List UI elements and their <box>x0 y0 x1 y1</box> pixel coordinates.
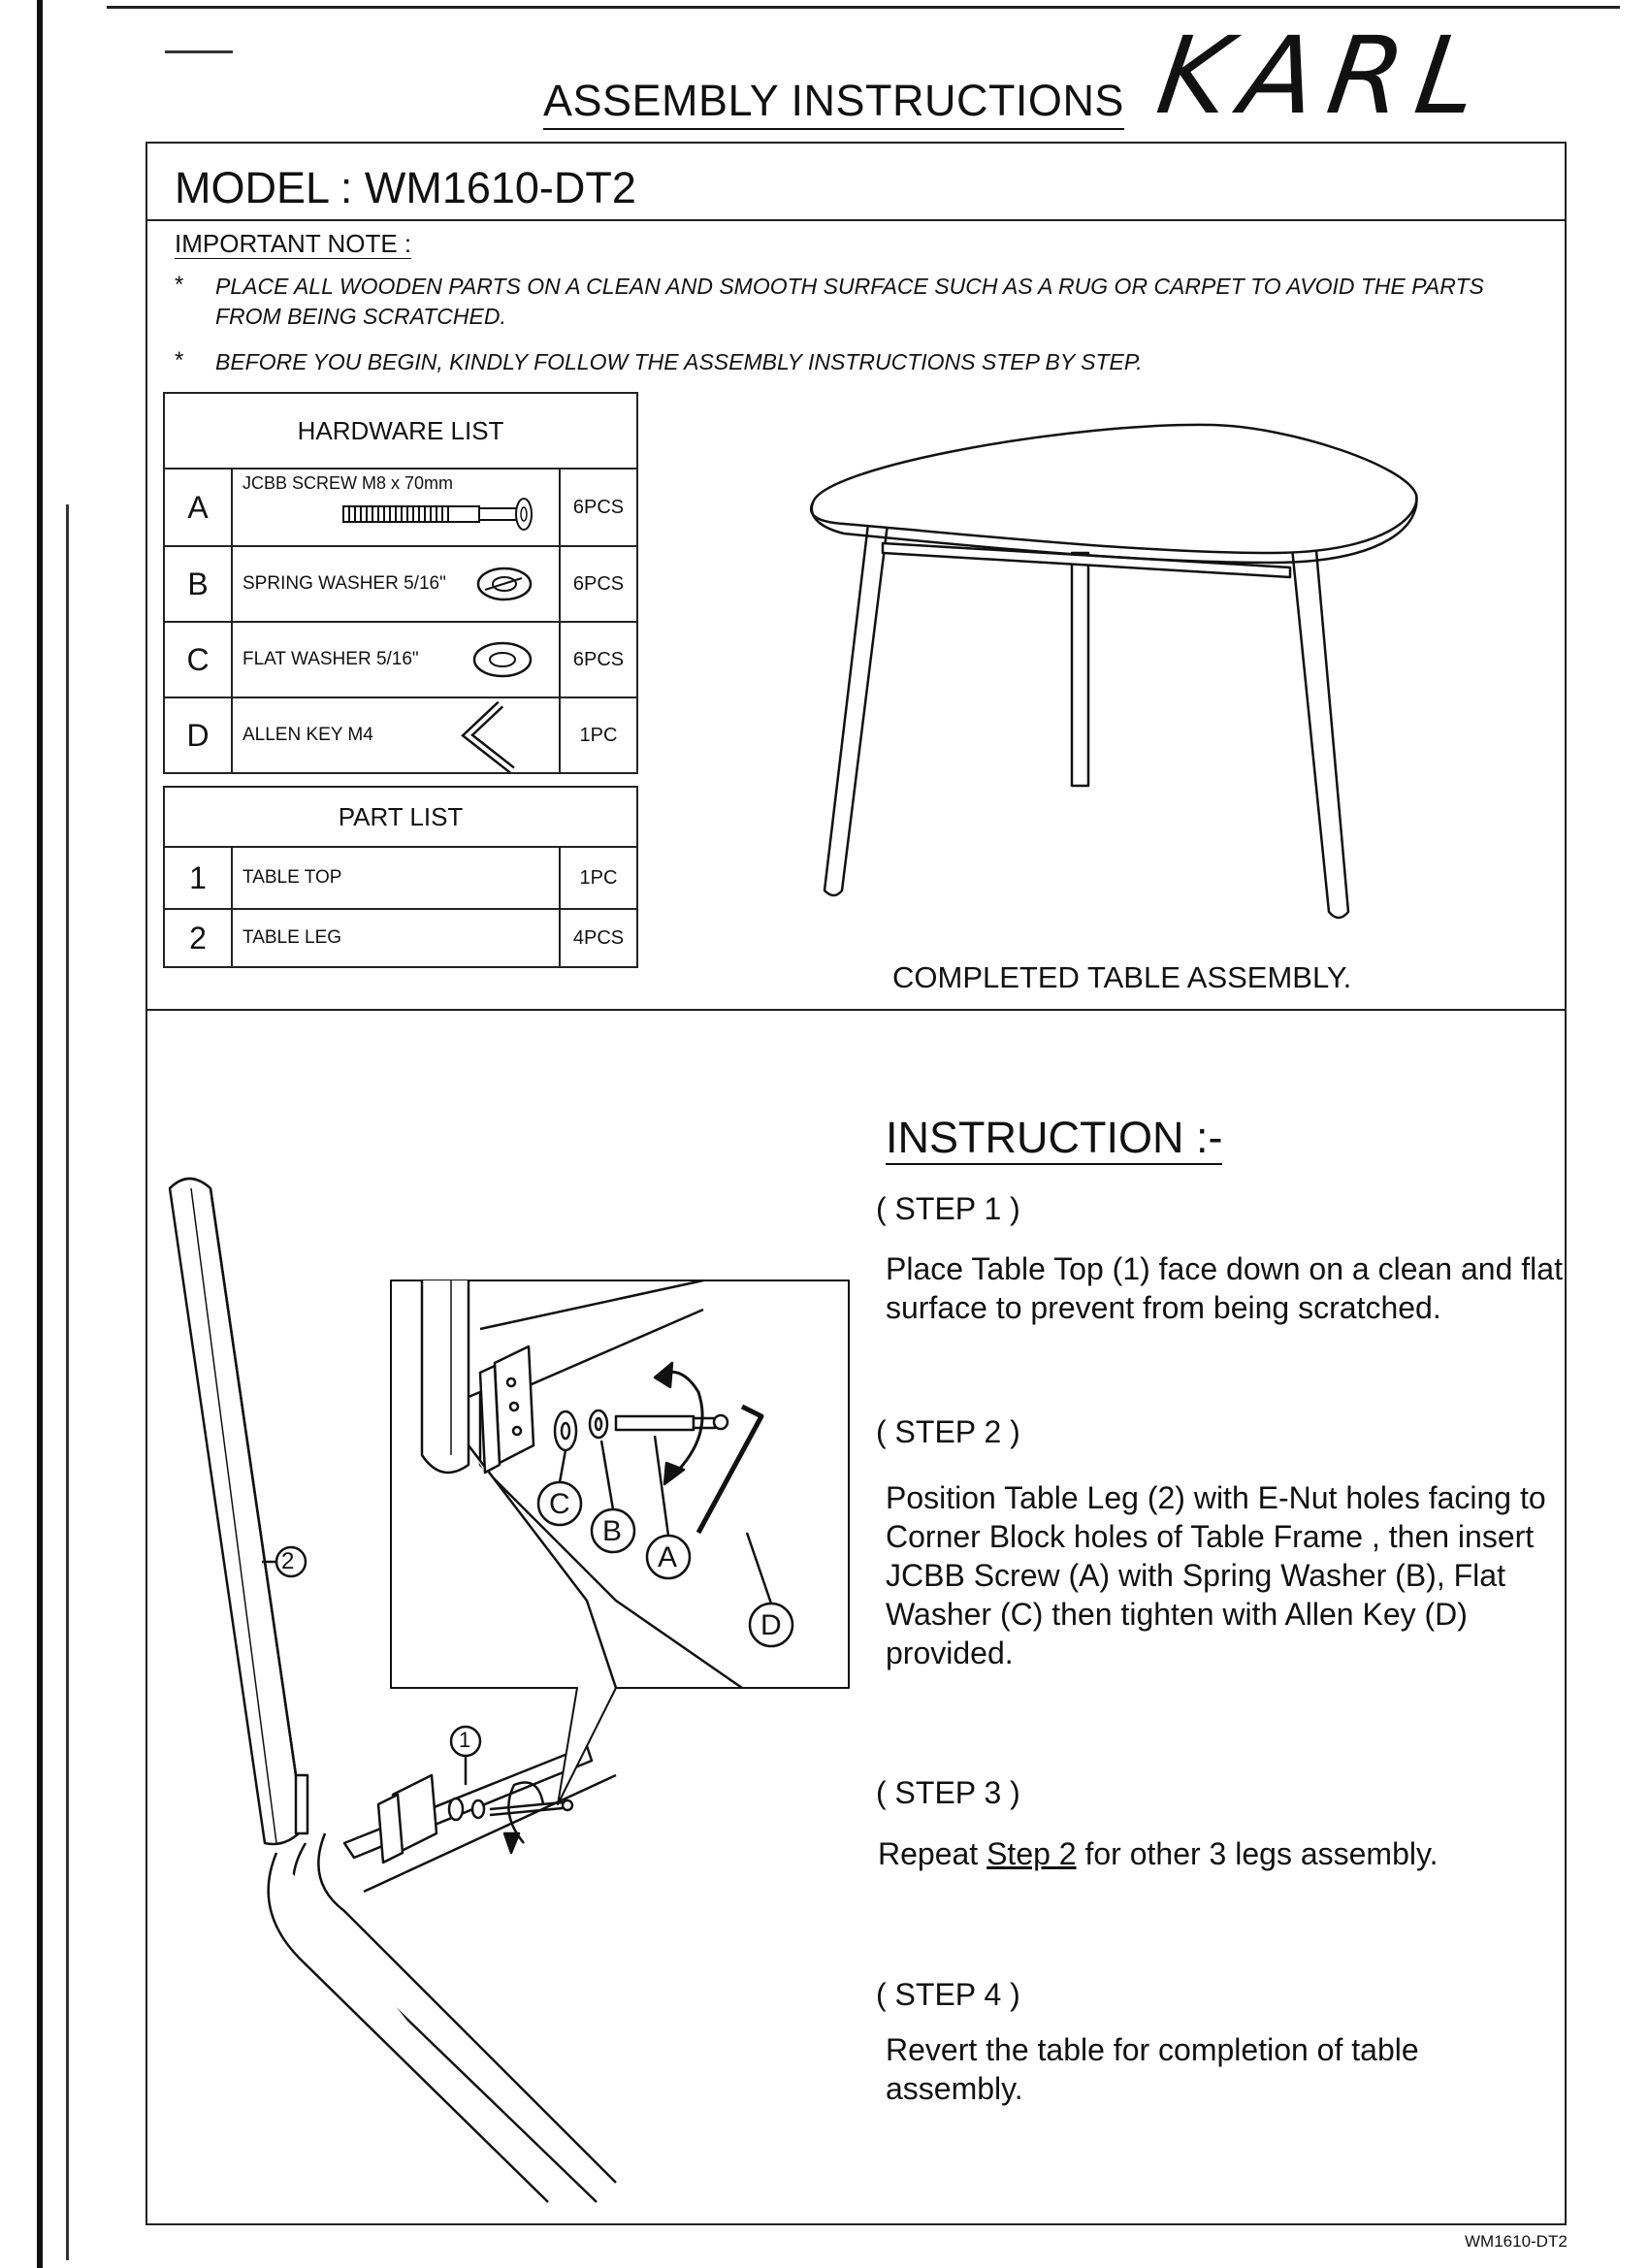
step-line: Revert the table for completion of table assembly. <box>886 2032 1419 2106</box>
footer-model-code: WM1610-DT2 <box>1465 2232 1568 2251</box>
step-text-pre: Repeat <box>878 1836 987 1871</box>
page-title: ASSEMBLY INSTRUCTIONS <box>543 76 1124 130</box>
hardware-letter: A <box>164 469 232 546</box>
hardware-item <box>232 546 560 622</box>
step-1-label: ( STEP 1 ) <box>876 1191 1020 1226</box>
model-number: MODEL : WM1610-DT2 <box>175 163 636 212</box>
step-2-text <box>886 1478 1565 1672</box>
part-name: TABLE LEG <box>232 909 560 967</box>
hardware-list-table <box>163 392 638 774</box>
note-item-1: PLACE ALL WOODEN PARTS ON A CLEAN AND SMOOTH SURFACE SUCH AS A RUG OR CARPET TO AVOID THE PARTS FROM BEING SCRATCHED. <box>215 274 1484 329</box>
hardware-list-title: HARDWARE LIST <box>164 393 637 469</box>
step-text-post: for other 3 legs assembly. <box>1076 1836 1439 1871</box>
step-line: surface to prevent from being scratched. <box>886 1290 1441 1325</box>
label-part-2: 2 <box>281 1548 295 1574</box>
table-row <box>164 546 637 622</box>
hardware-name: JCBB SCREW M8 x 70mm <box>242 473 454 493</box>
part-list-table <box>163 786 638 968</box>
spring-washer-icon <box>475 565 534 603</box>
divider-section <box>146 1009 1567 1011</box>
hardware-item <box>232 469 560 546</box>
label-hardware-a: A <box>658 1541 678 1573</box>
assembly-diagram <box>160 1174 878 2260</box>
important-note-heading: IMPORTANT NOTE : <box>175 229 412 258</box>
step-line: provided. <box>886 1636 1014 1670</box>
part-list-title: PART LIST <box>164 787 637 847</box>
step-1-text <box>886 1249 1565 1327</box>
scan-left-edge <box>37 0 43 2268</box>
part-number: 2 <box>164 909 232 967</box>
step-4-text <box>886 2030 1565 2108</box>
completed-caption: COMPLETED TABLE ASSEMBLY. <box>892 960 1352 994</box>
hardware-name: ALLEN KEY M4 <box>242 725 373 745</box>
bullet-marker: * <box>175 272 184 298</box>
part-qty: 1PC <box>560 847 637 909</box>
table-row <box>164 847 637 909</box>
step-3-text <box>878 1834 1557 1873</box>
hardware-item <box>232 697 560 773</box>
hardware-qty: 6PCS <box>560 469 637 546</box>
table-row <box>164 622 637 697</box>
step-4-label: ( STEP 4 ) <box>876 1977 1020 2012</box>
step-line: Corner Block holes of Table Frame , then insert <box>886 1519 1535 1554</box>
step-2-reference: Step 2 <box>986 1836 1077 1871</box>
part-name: TABLE TOP <box>232 847 560 909</box>
handwritten-name: KARL <box>1150 14 1500 138</box>
hardware-letter: B <box>164 546 232 622</box>
table-row <box>164 697 637 773</box>
scan-left-edge-inner <box>66 504 69 2260</box>
bullet-marker: * <box>175 347 184 373</box>
table-row <box>164 909 637 967</box>
hardware-name: SPRING WASHER 5/16" <box>242 573 446 594</box>
hardware-qty: 1PC <box>560 697 637 773</box>
hardware-item <box>232 622 560 697</box>
label-hardware-d: D <box>760 1609 782 1641</box>
hardware-letter: D <box>164 697 232 773</box>
allen-key-icon <box>462 700 530 774</box>
staple-mark <box>165 50 233 53</box>
step-line: JCBB Screw (A) with Spring Washer (B), Flat <box>886 1558 1505 1593</box>
scan-top-line <box>107 6 1620 9</box>
screw-icon <box>340 495 553 543</box>
divider-model <box>146 219 1567 221</box>
part-number: 1 <box>164 847 232 909</box>
instruction-heading: INSTRUCTION :- <box>886 1113 1222 1165</box>
hardware-qty: 6PCS <box>560 546 637 622</box>
hardware-name: FLAT WASHER 5/16" <box>242 649 419 669</box>
hardware-qty: 6PCS <box>560 622 637 697</box>
step-line: Place Table Top (1) face down on a clean and flat <box>886 1251 1563 1286</box>
step-line: Washer (C) then tighten with Allen Key (D) <box>886 1597 1468 1632</box>
label-hardware-b: B <box>602 1515 623 1547</box>
label-part-1: 1 <box>459 1728 471 1752</box>
label-hardware-c: C <box>549 1488 570 1520</box>
hardware-letter: C <box>164 622 232 697</box>
table-row <box>164 469 637 546</box>
note-item-2: BEFORE YOU BEGIN, KINDLY FOLLOW THE ASSEMBLY INSTRUCTIONS STEP BY STEP. <box>215 349 1143 374</box>
flat-washer-icon <box>471 640 534 679</box>
step-line: Position Table Leg (2) with E-Nut holes facing to <box>886 1480 1546 1515</box>
step-3-label: ( STEP 3 ) <box>876 1775 1020 1810</box>
step-2-label: ( STEP 2 ) <box>876 1414 1020 1449</box>
part-qty: 4PCS <box>560 909 637 967</box>
completed-table-illustration <box>786 398 1445 922</box>
